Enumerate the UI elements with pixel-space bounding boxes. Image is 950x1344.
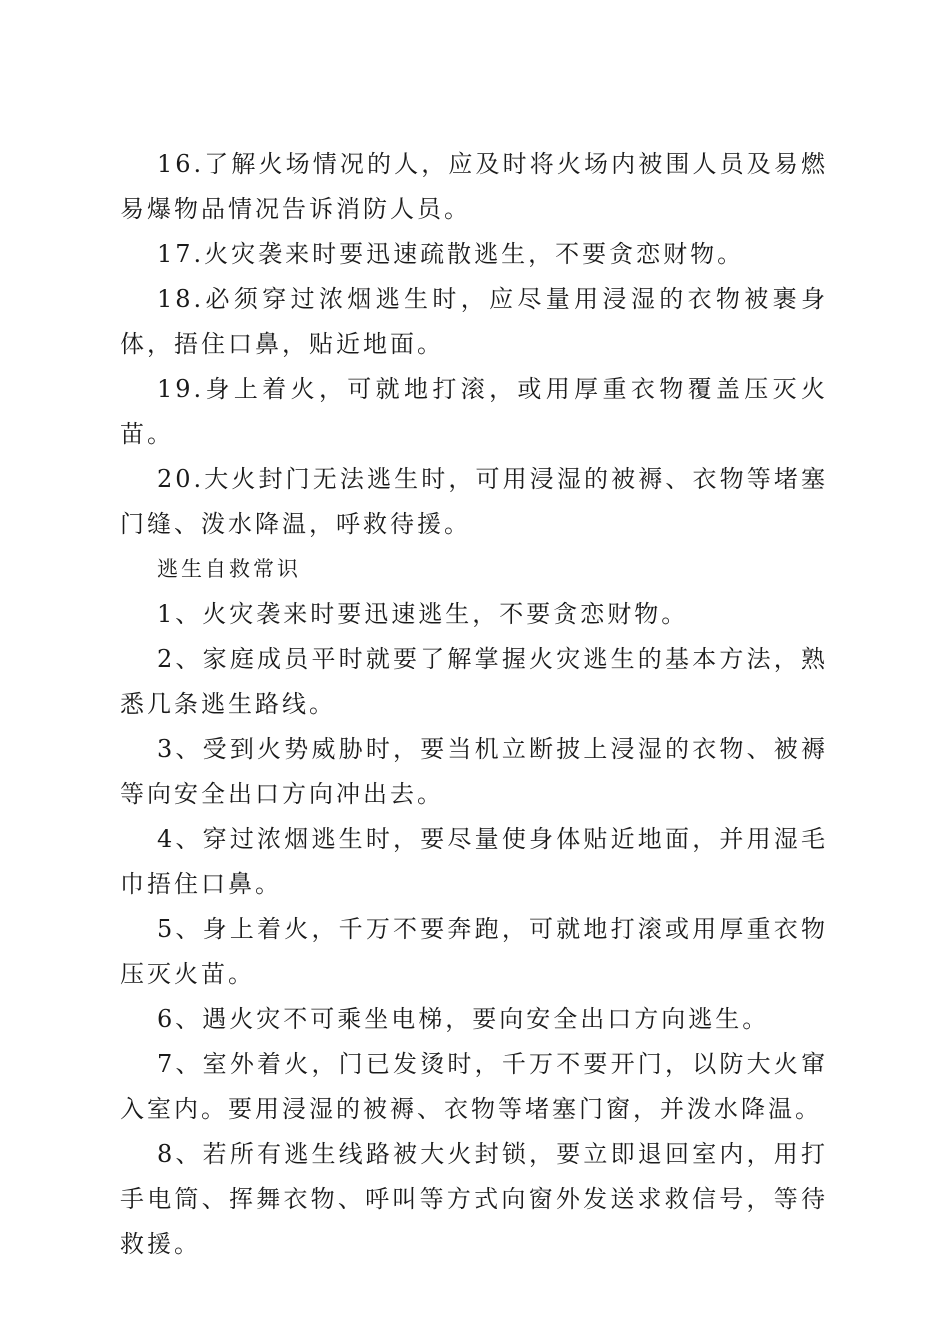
paragraph-20: 20.大火封门无法逃生时，可用浸湿的被褥、衣物等堵塞门缝、泼水降温，呼救待援。 bbox=[120, 465, 828, 538]
tip-8: 8、若所有逃生线路被大火封锁，要立即退回室内，用打手电筒、挥舞衣物、呼叫等方式向窗外发送求救信号，等待救援。 bbox=[120, 1140, 828, 1258]
paragraph-16: 16.了解火场情况的人，应及时将火场内被围人员及易燃易爆物品情况告诉消防人员。 bbox=[120, 150, 828, 223]
tip-2: 2、家庭成员平时就要了解掌握火灾逃生的基本方法，熟悉几条逃生路线。 bbox=[120, 645, 828, 718]
tip-1: 1、火灾袭来时要迅速逃生，不要贪恋财物。 bbox=[157, 600, 689, 628]
document-body bbox=[120, 142, 828, 1267]
tip-5: 5、身上着火，千万不要奔跑，可就地打滚或用厚重衣物压灭火苗。 bbox=[120, 915, 828, 988]
tip-7: 7、室外着火，门已发烫时，千万不要开门，以防大火窜入室内。要用浸湿的被褥、衣物等堵塞门窗，并泼水降温。 bbox=[120, 1050, 828, 1123]
section-title: 逃生自救常识 bbox=[157, 557, 301, 581]
tip-6: 6、遇火灾不可乘坐电梯，要向安全出口方向逃生。 bbox=[157, 1005, 770, 1033]
tip-3: 3、受到火势威胁时，要当机立断披上浸湿的衣物、被褥等向安全出口方向冲出去。 bbox=[120, 735, 828, 808]
tip-4: 4、穿过浓烟逃生时，要尽量使身体贴近地面，并用湿毛巾捂住口鼻。 bbox=[120, 825, 828, 898]
paragraph-18: 18.必须穿过浓烟逃生时，应尽量用浸湿的衣物被裹身体，捂住口鼻，贴近地面。 bbox=[120, 285, 828, 358]
paragraph-19: 19.身上着火，可就地打滚，或用厚重衣物覆盖压灭火苗。 bbox=[120, 375, 828, 448]
paragraph-17: 17.火灾袭来时要迅速疏散逃生，不要贪恋财物。 bbox=[157, 240, 745, 268]
